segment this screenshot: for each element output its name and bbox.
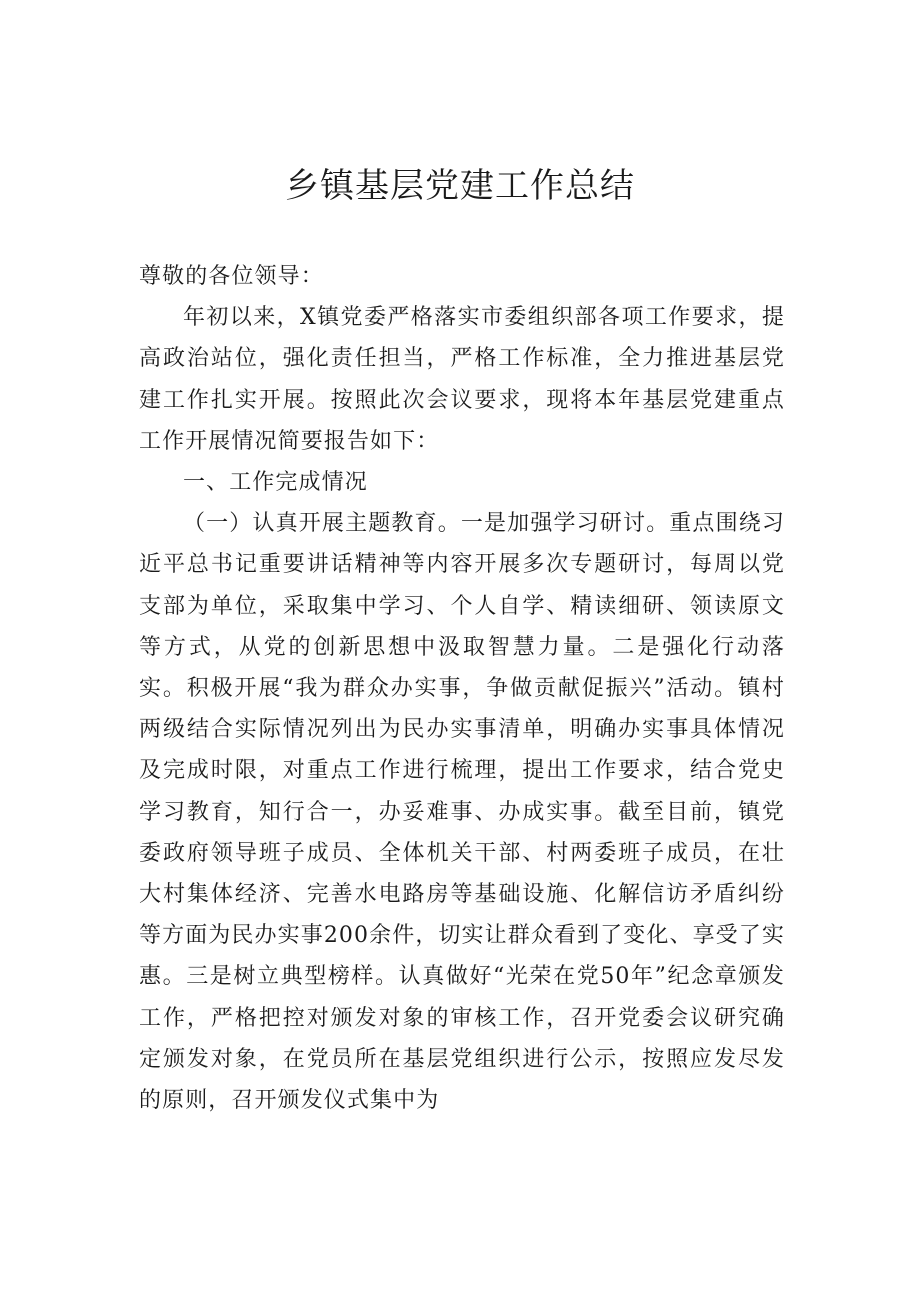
document-title: 乡镇基层党建工作总结 [285, 166, 635, 206]
body-paragraph: （一）认真开展主题教育。一是加强学习研讨。重点围绕习近平总书记重要讲话精神等内容开展多次专题研讨，每周以党支部为单位，采取集中学习、个人自学、精读细研、领读原文等方式，从党的创新思想中汲取智慧力量。二是强化行动落实。积极开展“我为群众办实事，争做贡献促振兴”活动。镇村两级结合实际情况列出为民办实事清单，明确办实事具体情况及完成时限，对重点工作进行梳理，提出工作要求，结合党史学习教育，知行合一，办妥难事、办成实事。截至目前，镇党委政府领导班子成员、全体机关干部、村两委班子成员，在壮大村集体经济、完善水电路房等基础设施、化解信访矛盾纠纷等方面为民办实事200余件，切实让群众看到了变化、享受了实惠。三是树立典型榜样。认真做好“光荣在党50年”纪念章颁发工作，严格把控对颁发对象的审核工作，召开党委会议研究确定颁发对象，在党员所在基层党组织进行公示，按照应发尽发的原则，召开颁发仪式集中为 [139, 511, 785, 1114]
intro-paragraph: 年初以来，X镇党委严格落实市委组织部各项工作要求，提高政治站位，强化责任担当，严格工作标准，全力推进基层党建工作扎实开展。按照此次会议要求，现将本年基层党建重点工作开展情况简要报告如下： [139, 305, 785, 454]
document-body [139, 256, 785, 1121]
section-heading: 一、工作完成情况 [183, 470, 368, 496]
salutation: 尊敬的各位领导： [139, 264, 324, 289]
